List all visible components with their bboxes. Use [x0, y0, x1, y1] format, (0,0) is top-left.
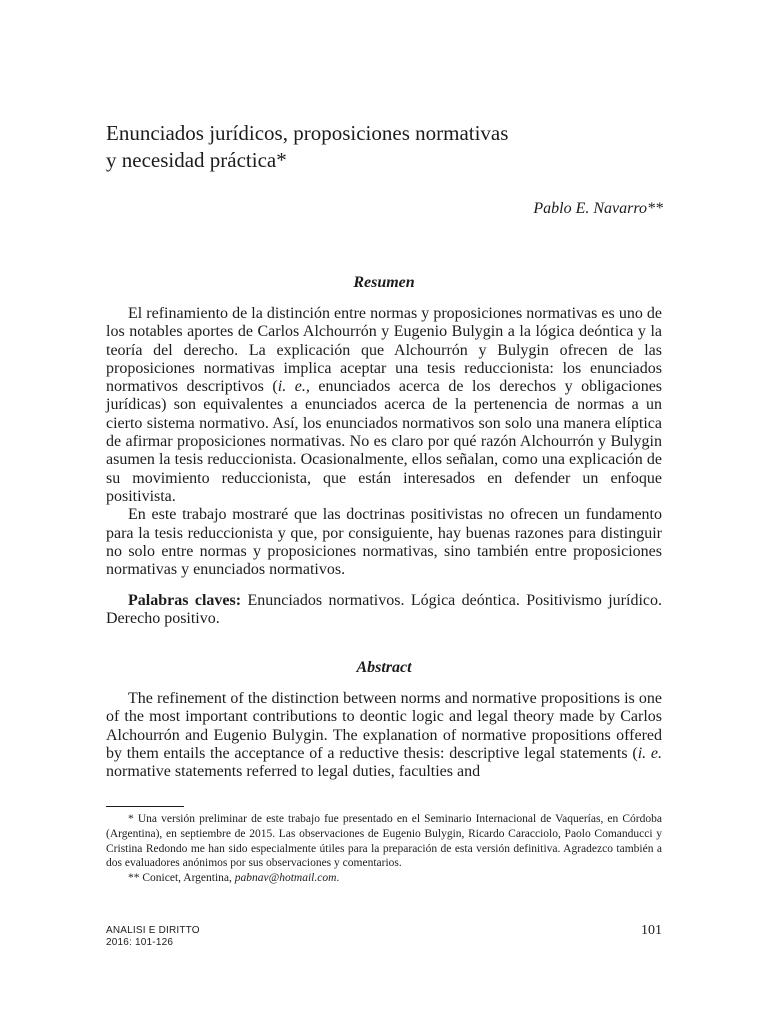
- keywords-label: Palabras claves:: [128, 592, 242, 609]
- title-line-2: y necesidad práctica*: [106, 148, 287, 172]
- keywords-text: Enunciados normativos. Lógica deóntica. Positivismo jurídico. Derecho positivo.: [106, 592, 662, 628]
- journal-name: ANALISI E DIRITTO: [106, 925, 200, 936]
- footnotes: [106, 812, 662, 886]
- resumen-heading: Resumen: [353, 274, 415, 291]
- article-title: [106, 120, 666, 174]
- title-line-1: Enunciados jurídicos, proposiciones normativas: [106, 121, 509, 145]
- resumen-p1-ie: i. e.,: [277, 378, 310, 396]
- keywords-block: [106, 592, 662, 629]
- abstract-body: [106, 690, 662, 781]
- abstract-p1-text-b: normative statements referred to legal duties, faculties and: [106, 763, 481, 781]
- abstract-p1-ie: i. e.: [637, 744, 663, 762]
- journal-info: [106, 925, 200, 949]
- abstract-paragraph-1: [106, 690, 662, 781]
- resumen-p1-text-b: enunciados acerca de los derechos y obligaciones jurídicas) son equivalentes a enunciados acerca de la pertenencia de normas a un cierto sistema normativo. Así, los enunciados normativos son solo una manera elíptica de afirmar proposiciones normativas. No es claro por qué razón Alchourrón y Bulygin asumen la tesis reduccionista. Ocasionalmente, ellos señalan, como una explicación de su movimiento reduccionista, que están interesados en defender un enfoque positivista.: [106, 378, 663, 505]
- keywords-paragraph: [106, 592, 662, 629]
- author-name: Pablo E. Navarro**: [533, 200, 663, 217]
- resumen-paragraph-1: [106, 305, 662, 506]
- footnote-separator: [106, 806, 184, 807]
- footnote-1: * Una versión preliminar de este trabajo fue presentado en el Seminario Internacional de Vaquerías, en Córdoba (Argentina), en septiembre de 2015. Las observaciones de Eugenio Bulygin, Ricardo Caracciolo, Paolo Comanducci y Cristina Redondo me han sido especialmente útiles para la preparación de esta versión definitiva. Agradezco también a dos evaluadores anónimos por sus observaciones y comentarios.: [106, 813, 662, 870]
- resumen-paragraph-2: En este trabajo mostraré que las doctrinas positivistas no ofrecen un fundamento para la tesis reduccionista y que, por consiguiente, hay buenas razones para distinguir no solo entre normas y proposiciones normativas, sino también entre proposiciones normativas y enunciados normativos.: [106, 506, 662, 579]
- journal-issue: 2016: 101-126: [106, 937, 174, 948]
- abstract-heading: Abstract: [356, 659, 412, 676]
- footnote-2: [106, 871, 662, 886]
- resumen-p1-text-a: El refinamiento de la distinción entre normas y proposiciones normativas es uno de los notables aportes de Carlos Alchourrón y Eugenio Bulygin a la lógica deóntica y la teoría del derecho. La explicación que Alchourrón y Bulygin ofrecen de las proposiciones normativas implica aceptar una tesis reduccionista: los enunciados normativos descriptivos (: [106, 305, 662, 396]
- footnote-2-prefix: ** Conicet, Argentina,: [128, 872, 235, 885]
- abstract-p1-text-a: The refinement of the distinction between norms and normative propositions is one of the most important contributions to deontic logic and legal theory made by Carlos Alchourrón and Eugenio Bulygin. The explanation of normative propositions offered by them entails the acceptance of a reductive thesis: descriptive legal statements (: [106, 690, 662, 762]
- footnote-2-suffix: .: [336, 872, 340, 885]
- resumen-body: [106, 305, 662, 579]
- author-email-link[interactable]: pabnav@hotmail.com: [234, 872, 337, 885]
- page-number: 101: [641, 923, 662, 938]
